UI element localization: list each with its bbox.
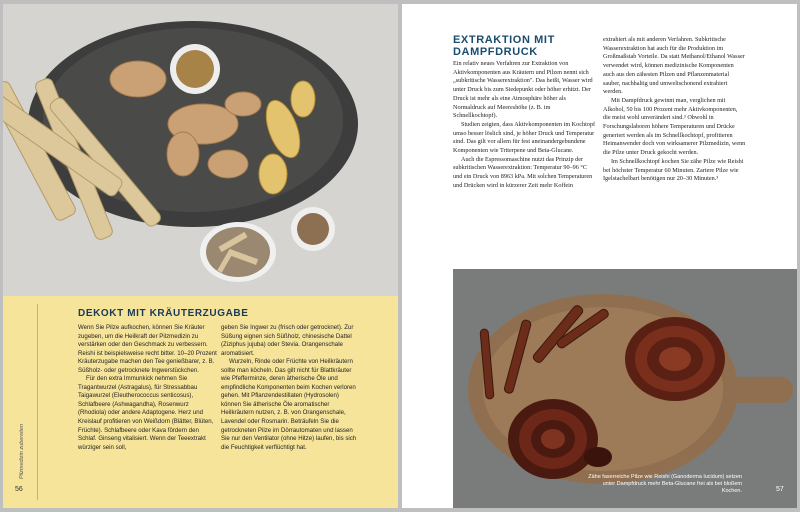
paragraph: Für den extra Immunkick nehmen Sie Tragantwurzel (Astragalus), für Stressabbau Taigawurzel (Eleutherococcus senticosus), Schlafbeere (Ashwagandha), Rosenwurz (Rhodiola) oder andere Adaptogene. Herz und Kreislauf profitieren von Weißdorn (Blätter, Blüten, Früchte). Schlafbeere oder Kava fördern den Schlaf. Ginseng vitalisiert. Wenn der Teeextrakt würziger sein soll, (78, 375, 214, 451)
paragraph: Wenn Sie Pilze aufkochen, können Sie Kräuter zugeben, um die Heilkraft der Pilzmedizin zu verstärken oder den Geschmack zu verbessern. Reishi ist beispielsweise recht bitter. 10–20 Prozent Kräuterzugabe machen den Tee genießbarer, z. B. Süßholz- oder getrocknete Ingwerstückchen. (78, 324, 217, 374)
text-column-1 (453, 60, 596, 191)
box-title: DEKOKT MIT KRÄUTERZUGABE (78, 308, 249, 319)
paragraph: Wurzeln, Rinde oder Früchte von Heilkräutern sollte man köcheln. Das gilt nicht für Blattkräuter wie Pfefferminze, deren ätherische Öle und empfindliche Komponenten beim Kochen verloren gehen. Mit Pflanzendestillaten (Hydrosolen) können Sie ätherische Öle aromatischer Heilkräutern nutzen, z. B. von Orangenschale, Lavendel oder Rosmarin. Beträufeln Sie die getrockneten Pilze im Dörrautomaten und lassen Sie nur den Ventilator (ohne Hitze) laufen, bis sich die Feuchtigkeit verflüchtigt hat. (221, 358, 357, 451)
reishi-photo (453, 269, 797, 508)
paragraph: Auch die Espressomaschine nutzt das Prinzip der subkritischen Wasserextraktion: Temperatur 90–96 °C und ein Druck von 8963 kPa. Mit solchen Temperaturen und Drücken wird in kürzerer Zeit mehr Koffein (453, 155, 593, 189)
text-column-2 (603, 36, 746, 184)
side-rule (37, 304, 38, 500)
left-page (3, 4, 398, 508)
box-column-2 (221, 324, 359, 452)
right-page (402, 4, 797, 508)
paragraph: Im Schnellkochtopf kochen Sie zähe Pilze wie Reishi bei höchster Temperatur 60 Minuten. Zartere Pilze wie Igelstachelbart benötigen nur 20–30 Minuten.³ (603, 157, 744, 183)
box-column-1 (78, 324, 218, 452)
section-title: EXTRAKTION MIT DAMPFDRUCK (453, 34, 555, 58)
paragraph: Studien zeigten, dass Aktivkomponenten im Kochtopf umso besser löslich sind, je höher Druck und Temperatur sind. Das gilt vor allem für fest aneinandergebundene Komponenten wie Triterpene und Beta-Glucane. (453, 120, 596, 155)
paragraph: extrahiert als mit anderen Verfahren. Subkritische Wasserextraktion hat auch für die Produktion im Großmaßstab Vorteile. Da statt Methanol/Ethanol Wasser verwendet wird, können medizinische Komponenten auch aus den zähesten Pilzen und Pflanzenmaterial sauber, nachhaltig und umweltschonend extrahiert werden. (603, 36, 745, 96)
side-label-text: Pilzmedizin zubereiten (19, 423, 25, 479)
running-side-label (16, 404, 26, 484)
herbs-photo (3, 4, 398, 296)
page-number-left: 56 (15, 486, 23, 493)
paragraph: geben Sie Ingwer zu (frisch oder getrocknet). Zur Süßung eignen sich Süßholz, chinesische Dattel (Ziziphus jujuba) oder Stevia. Orangenschale aromatisiert. (221, 324, 354, 357)
page-number-right: 57 (776, 486, 784, 493)
photo-caption: Zähe faserreiche Pilze wie Reishi (Ganoderma lucidum) setzen unter Dampfdruck mehr Beta-Glucane frei als bei bloßem Kochen. (588, 474, 742, 494)
paragraph: Ein relativ neues Verfahren zur Extraktion von Aktivkomponenten aus Kräutern und Pilzen nennt sich „subkritische Wasserextraktion". Das heißt, Wasser wird unter Druck bis zum Siedepunkt oder höher erhitzt. Der Druck ist mehr als eine Atmosphäre höher als Normaldruck auf Meereshöhe (z. B. im Schnellkochtopf). (453, 60, 593, 120)
paragraph: Mit Dampfdruck gewinnt man, verglichen mit Alkohol, 50 bis 100 Prozent mehr Aktivkomponenten, die meist wohl unverändert sind.³ Obwohl in Forschungslaboren höhere Temperaturen und Drücke generiert werden als im Schnellkochtopf, profitieren Heimanwender doch von wirksamerer Pilzmedizin, wenn die Pilze unter Druck gekocht werden. (603, 96, 746, 157)
